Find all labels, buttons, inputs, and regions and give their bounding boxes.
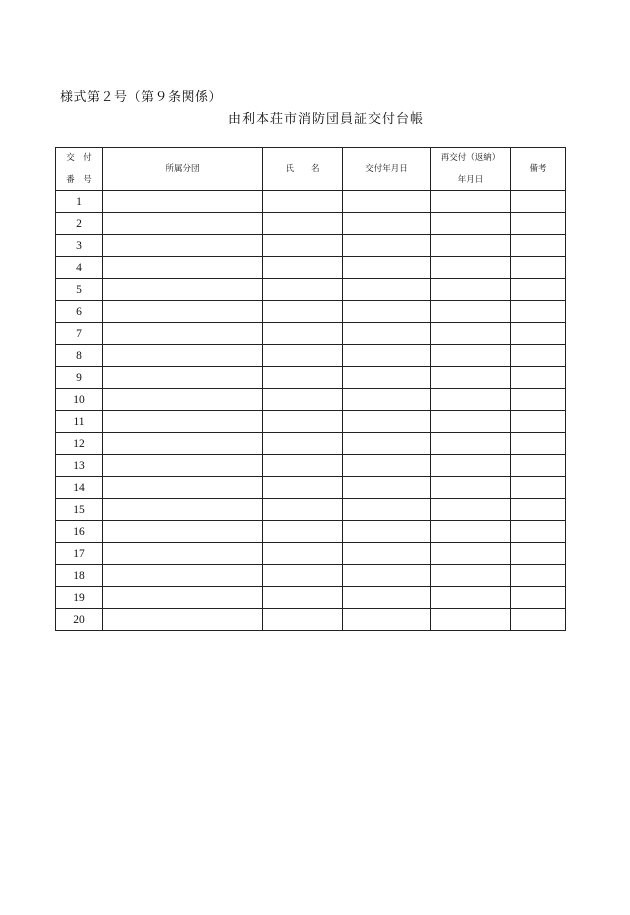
- issue-number-cell: 4: [56, 257, 103, 279]
- issue-number-cell: 11: [56, 411, 103, 433]
- name-cell[interactable]: [263, 367, 343, 389]
- remarks-cell[interactable]: [511, 279, 566, 301]
- reissue-date-cell[interactable]: [431, 235, 511, 257]
- affiliation-cell[interactable]: [103, 345, 263, 367]
- issue-date-cell[interactable]: [343, 433, 431, 455]
- header-reissue-line1: 再交付（返納）: [440, 152, 501, 163]
- remarks-cell[interactable]: [511, 411, 566, 433]
- reissue-date-cell[interactable]: [431, 213, 511, 235]
- name-cell[interactable]: [263, 565, 343, 587]
- issue-date-cell[interactable]: [343, 499, 431, 521]
- reissue-date-cell[interactable]: [431, 411, 511, 433]
- affiliation-cell[interactable]: [103, 257, 263, 279]
- issue-date-cell[interactable]: [343, 565, 431, 587]
- issue-date-cell[interactable]: [343, 367, 431, 389]
- name-cell[interactable]: [263, 477, 343, 499]
- remarks-cell[interactable]: [511, 477, 566, 499]
- affiliation-cell[interactable]: [103, 609, 263, 631]
- reissue-date-cell[interactable]: [431, 565, 511, 587]
- name-cell[interactable]: [263, 433, 343, 455]
- issue-date-cell[interactable]: [343, 213, 431, 235]
- issue-date-cell[interactable]: [343, 191, 431, 213]
- remarks-cell[interactable]: [511, 191, 566, 213]
- reissue-date-cell[interactable]: [431, 609, 511, 631]
- issue-date-cell[interactable]: [343, 477, 431, 499]
- reissue-date-cell[interactable]: [431, 543, 511, 565]
- table-row: [56, 235, 566, 257]
- reissue-date-cell[interactable]: [431, 279, 511, 301]
- affiliation-cell[interactable]: [103, 565, 263, 587]
- remarks-cell[interactable]: [511, 301, 566, 323]
- table-row: [56, 521, 566, 543]
- name-cell[interactable]: [263, 389, 343, 411]
- issue-date-cell[interactable]: [343, 411, 431, 433]
- table-row: [56, 565, 566, 587]
- issue-number-cell: 10: [56, 389, 103, 411]
- name-cell[interactable]: [263, 587, 343, 609]
- issue-date-cell[interactable]: [343, 345, 431, 367]
- reissue-date-cell[interactable]: [431, 389, 511, 411]
- name-cell[interactable]: [263, 411, 343, 433]
- table-row: [56, 543, 566, 565]
- header-reissue-date: [431, 148, 511, 191]
- name-cell[interactable]: [263, 499, 343, 521]
- remarks-cell[interactable]: [511, 367, 566, 389]
- table-row: [56, 191, 566, 213]
- issue-date-cell[interactable]: [343, 521, 431, 543]
- issue-number-cell: 7: [56, 323, 103, 345]
- affiliation-cell[interactable]: [103, 213, 263, 235]
- reissue-date-cell[interactable]: [431, 191, 511, 213]
- name-cell[interactable]: [263, 257, 343, 279]
- issue-number-cell: 12: [56, 433, 103, 455]
- issuance-ledger-table: [55, 147, 566, 631]
- remarks-cell[interactable]: [511, 499, 566, 521]
- issue-date-cell[interactable]: [343, 609, 431, 631]
- issue-number-cell: 5: [56, 279, 103, 301]
- reissue-date-cell[interactable]: [431, 499, 511, 521]
- header-name: 氏 名: [263, 148, 343, 191]
- header-issue-number-line1: 交 付: [66, 152, 92, 163]
- table-row: [56, 609, 566, 631]
- remarks-cell[interactable]: [511, 587, 566, 609]
- table-row: [56, 411, 566, 433]
- remarks-cell[interactable]: [511, 235, 566, 257]
- issue-number-cell: 6: [56, 301, 103, 323]
- header-reissue-line2: 年月日: [457, 175, 484, 185]
- issue-number-cell: 19: [56, 587, 103, 609]
- name-cell[interactable]: [263, 543, 343, 565]
- issue-number-cell: 9: [56, 367, 103, 389]
- reissue-date-cell[interactable]: [431, 323, 511, 345]
- name-cell[interactable]: [263, 191, 343, 213]
- issue-date-cell[interactable]: [343, 279, 431, 301]
- table-row: [56, 323, 566, 345]
- reissue-date-cell[interactable]: [431, 301, 511, 323]
- table-row: [56, 455, 566, 477]
- reissue-date-cell[interactable]: [431, 345, 511, 367]
- header-remarks: 備考: [511, 148, 566, 191]
- issue-date-cell[interactable]: [343, 323, 431, 345]
- affiliation-cell[interactable]: [103, 191, 263, 213]
- affiliation-cell[interactable]: [103, 455, 263, 477]
- affiliation-cell[interactable]: [103, 521, 263, 543]
- remarks-cell[interactable]: [511, 543, 566, 565]
- remarks-cell[interactable]: [511, 389, 566, 411]
- remarks-cell[interactable]: [511, 213, 566, 235]
- reissue-date-cell[interactable]: [431, 433, 511, 455]
- issue-date-cell[interactable]: [343, 543, 431, 565]
- affiliation-cell[interactable]: [103, 367, 263, 389]
- remarks-cell[interactable]: [511, 433, 566, 455]
- issue-date-cell[interactable]: [343, 257, 431, 279]
- table-body: [56, 191, 566, 631]
- name-cell[interactable]: [263, 609, 343, 631]
- remarks-cell[interactable]: [511, 609, 566, 631]
- issue-number-cell: 2: [56, 213, 103, 235]
- reissue-date-cell[interactable]: [431, 477, 511, 499]
- header-issue-date: 交付年月日: [343, 148, 431, 191]
- name-cell[interactable]: [263, 323, 343, 345]
- reissue-date-cell[interactable]: [431, 367, 511, 389]
- name-cell[interactable]: [263, 301, 343, 323]
- affiliation-cell[interactable]: [103, 499, 263, 521]
- issue-date-cell[interactable]: [343, 301, 431, 323]
- table-row: [56, 301, 566, 323]
- form-number-label: 様式第２号（第９条関係）: [60, 90, 223, 105]
- issue-number-cell: 16: [56, 521, 103, 543]
- affiliation-cell[interactable]: [103, 389, 263, 411]
- issue-number-cell: 15: [56, 499, 103, 521]
- affiliation-cell[interactable]: [103, 279, 263, 301]
- issue-number-cell: 17: [56, 543, 103, 565]
- table-row: [56, 279, 566, 301]
- issue-date-cell[interactable]: [343, 587, 431, 609]
- document-title: 由利本荘市消防団員証交付台帳: [228, 112, 425, 127]
- remarks-cell[interactable]: [511, 565, 566, 587]
- issue-number-cell: 13: [56, 455, 103, 477]
- table-row: [56, 367, 566, 389]
- name-cell[interactable]: [263, 213, 343, 235]
- issue-date-cell[interactable]: [343, 389, 431, 411]
- table-row: [56, 389, 566, 411]
- reissue-date-cell[interactable]: [431, 257, 511, 279]
- table-row: [56, 433, 566, 455]
- issue-date-cell[interactable]: [343, 235, 431, 257]
- remarks-cell[interactable]: [511, 257, 566, 279]
- header-affiliation: 所属分団: [103, 148, 263, 191]
- name-cell[interactable]: [263, 279, 343, 301]
- header-issue-number-line2: 番 号: [66, 175, 92, 185]
- table-row: [56, 257, 566, 279]
- issue-number-cell: 14: [56, 477, 103, 499]
- issue-date-cell[interactable]: [343, 455, 431, 477]
- reissue-date-cell[interactable]: [431, 521, 511, 543]
- affiliation-cell[interactable]: [103, 477, 263, 499]
- issue-number-cell: 1: [56, 191, 103, 213]
- issue-number-cell: 20: [56, 609, 103, 631]
- issue-number-cell: 8: [56, 345, 103, 367]
- table-header-row: [56, 148, 566, 191]
- table-row: [56, 499, 566, 521]
- name-cell[interactable]: [263, 235, 343, 257]
- remarks-cell[interactable]: [511, 455, 566, 477]
- remarks-cell[interactable]: [511, 521, 566, 543]
- table-row: [56, 213, 566, 235]
- table-row: [56, 477, 566, 499]
- remarks-cell[interactable]: [511, 345, 566, 367]
- affiliation-cell[interactable]: [103, 543, 263, 565]
- table-row: [56, 587, 566, 609]
- affiliation-cell[interactable]: [103, 301, 263, 323]
- issue-number-cell: 18: [56, 565, 103, 587]
- name-cell[interactable]: [263, 521, 343, 543]
- name-cell[interactable]: [263, 345, 343, 367]
- affiliation-cell[interactable]: [103, 587, 263, 609]
- affiliation-cell[interactable]: [103, 433, 263, 455]
- table-row: [56, 345, 566, 367]
- affiliation-cell[interactable]: [103, 323, 263, 345]
- header-issue-number: [56, 148, 103, 191]
- name-cell[interactable]: [263, 455, 343, 477]
- issue-number-cell: 3: [56, 235, 103, 257]
- remarks-cell[interactable]: [511, 323, 566, 345]
- reissue-date-cell[interactable]: [431, 587, 511, 609]
- affiliation-cell[interactable]: [103, 411, 263, 433]
- reissue-date-cell[interactable]: [431, 455, 511, 477]
- affiliation-cell[interactable]: [103, 235, 263, 257]
